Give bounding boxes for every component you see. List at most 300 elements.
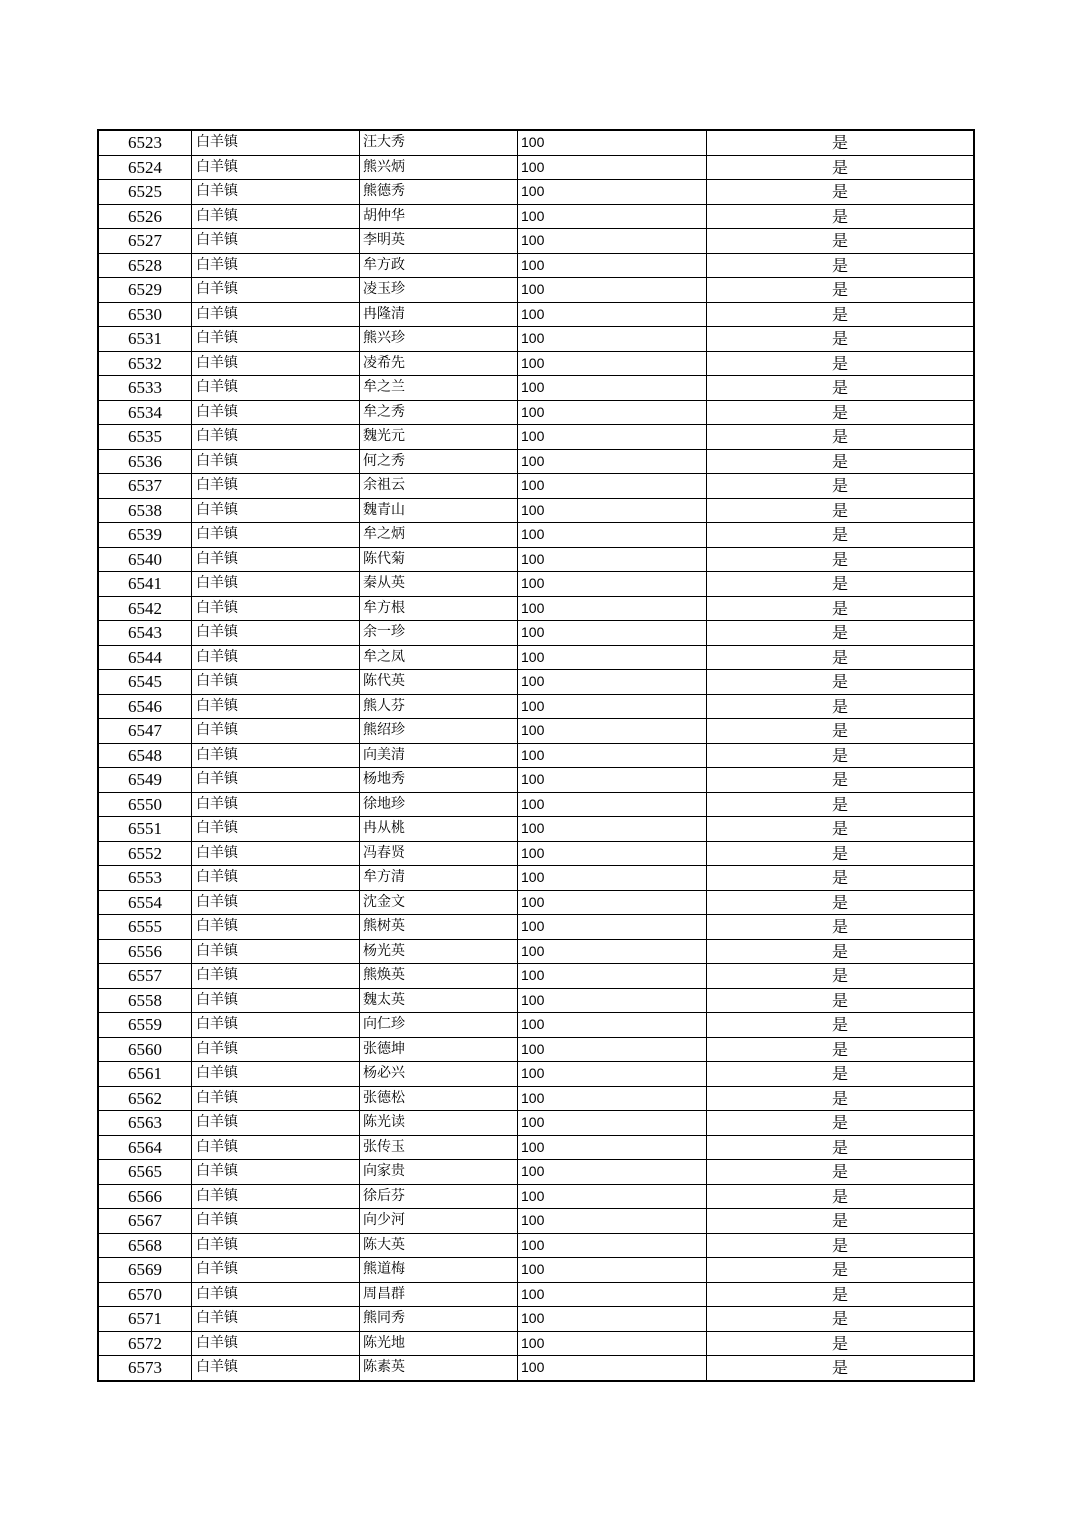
person-name-cell: 冉从桃 <box>360 817 518 842</box>
table-row <box>98 425 974 450</box>
amount-cell: 100 <box>518 621 707 646</box>
table-row <box>98 621 974 646</box>
person-name-cell: 余一珍 <box>360 621 518 646</box>
table-row <box>98 670 974 695</box>
table-row <box>98 645 974 670</box>
person-name-cell: 熊德秀 <box>360 180 518 205</box>
person-name-cell: 魏青山 <box>360 498 518 523</box>
row-number-cell: 6530 <box>98 302 192 327</box>
table-row <box>98 449 974 474</box>
flag-cell: 是 <box>707 547 975 572</box>
flag-cell: 是 <box>707 670 975 695</box>
town-cell: 白羊镇 <box>192 645 360 670</box>
town-cell: 白羊镇 <box>192 841 360 866</box>
row-number-cell: 6525 <box>98 180 192 205</box>
row-number-cell: 6549 <box>98 768 192 793</box>
person-name-cell: 余祖云 <box>360 474 518 499</box>
amount-cell: 100 <box>518 253 707 278</box>
amount-cell: 100 <box>518 376 707 401</box>
table-row <box>98 1013 974 1038</box>
row-number-cell: 6560 <box>98 1037 192 1062</box>
amount-cell: 100 <box>518 1258 707 1283</box>
table-row <box>98 964 974 989</box>
flag-cell: 是 <box>707 302 975 327</box>
town-cell: 白羊镇 <box>192 180 360 205</box>
person-name-cell: 凌玉珍 <box>360 278 518 303</box>
town-cell: 白羊镇 <box>192 1307 360 1332</box>
person-name-cell: 熊焕英 <box>360 964 518 989</box>
town-cell: 白羊镇 <box>192 792 360 817</box>
flag-cell: 是 <box>707 596 975 621</box>
table-row <box>98 400 974 425</box>
amount-cell: 100 <box>518 204 707 229</box>
person-name-cell: 何之秀 <box>360 449 518 474</box>
table-row <box>98 229 974 254</box>
table-row <box>98 547 974 572</box>
flag-cell: 是 <box>707 866 975 891</box>
row-number-cell: 6528 <box>98 253 192 278</box>
row-number-cell: 6527 <box>98 229 192 254</box>
person-name-cell: 冉隆清 <box>360 302 518 327</box>
flag-cell: 是 <box>707 1209 975 1234</box>
flag-cell: 是 <box>707 1258 975 1283</box>
table-row <box>98 1184 974 1209</box>
person-name-cell: 杨地秀 <box>360 768 518 793</box>
data-table <box>97 129 975 1382</box>
table-row <box>98 694 974 719</box>
amount-cell: 100 <box>518 1037 707 1062</box>
flag-cell: 是 <box>707 474 975 499</box>
town-cell: 白羊镇 <box>192 1160 360 1185</box>
table-row <box>98 817 974 842</box>
town-cell: 白羊镇 <box>192 572 360 597</box>
person-name-cell: 陈光读 <box>360 1111 518 1136</box>
amount-cell: 100 <box>518 351 707 376</box>
amount-cell: 100 <box>518 1086 707 1111</box>
amount-cell: 100 <box>518 1356 707 1381</box>
town-cell: 白羊镇 <box>192 400 360 425</box>
town-cell: 白羊镇 <box>192 253 360 278</box>
town-cell: 白羊镇 <box>192 866 360 891</box>
amount-cell: 100 <box>518 988 707 1013</box>
town-cell: 白羊镇 <box>192 278 360 303</box>
town-cell: 白羊镇 <box>192 351 360 376</box>
amount-cell: 100 <box>518 1307 707 1332</box>
person-name-cell: 沈金文 <box>360 890 518 915</box>
person-name-cell: 张德松 <box>360 1086 518 1111</box>
town-cell: 白羊镇 <box>192 523 360 548</box>
amount-cell: 100 <box>518 915 707 940</box>
flag-cell: 是 <box>707 1135 975 1160</box>
row-number-cell: 6532 <box>98 351 192 376</box>
amount-cell: 100 <box>518 425 707 450</box>
row-number-cell: 6534 <box>98 400 192 425</box>
amount-cell: 100 <box>518 1233 707 1258</box>
row-number-cell: 6551 <box>98 817 192 842</box>
town-cell: 白羊镇 <box>192 229 360 254</box>
person-name-cell: 陈光地 <box>360 1331 518 1356</box>
person-name-cell: 张德坤 <box>360 1037 518 1062</box>
flag-cell: 是 <box>707 278 975 303</box>
amount-cell: 100 <box>518 180 707 205</box>
person-name-cell: 牟方政 <box>360 253 518 278</box>
table-row <box>98 204 974 229</box>
person-name-cell: 冯春贤 <box>360 841 518 866</box>
table-row <box>98 253 974 278</box>
table-row <box>98 302 974 327</box>
row-number-cell: 6544 <box>98 645 192 670</box>
table-row <box>98 155 974 180</box>
row-number-cell: 6564 <box>98 1135 192 1160</box>
table-row <box>98 498 974 523</box>
amount-cell: 100 <box>518 547 707 572</box>
row-number-cell: 6568 <box>98 1233 192 1258</box>
person-name-cell: 杨光英 <box>360 939 518 964</box>
town-cell: 白羊镇 <box>192 1013 360 1038</box>
flag-cell: 是 <box>707 621 975 646</box>
flag-cell: 是 <box>707 1037 975 1062</box>
amount-cell: 100 <box>518 694 707 719</box>
amount-cell: 100 <box>518 1282 707 1307</box>
row-number-cell: 6553 <box>98 866 192 891</box>
flag-cell: 是 <box>707 400 975 425</box>
amount-cell: 100 <box>518 572 707 597</box>
flag-cell: 是 <box>707 1086 975 1111</box>
person-name-cell: 熊同秀 <box>360 1307 518 1332</box>
row-number-cell: 6540 <box>98 547 192 572</box>
flag-cell: 是 <box>707 425 975 450</box>
amount-cell: 100 <box>518 523 707 548</box>
table-row <box>98 1233 974 1258</box>
flag-cell: 是 <box>707 694 975 719</box>
person-name-cell: 向美清 <box>360 743 518 768</box>
row-number-cell: 6557 <box>98 964 192 989</box>
row-number-cell: 6552 <box>98 841 192 866</box>
town-cell: 白羊镇 <box>192 498 360 523</box>
person-name-cell: 魏光元 <box>360 425 518 450</box>
row-number-cell: 6546 <box>98 694 192 719</box>
table-body <box>98 130 974 1381</box>
table-row <box>98 719 974 744</box>
town-cell: 白羊镇 <box>192 939 360 964</box>
row-number-cell: 6555 <box>98 915 192 940</box>
amount-cell: 100 <box>518 327 707 352</box>
table-row <box>98 1258 974 1283</box>
flag-cell: 是 <box>707 1356 975 1381</box>
amount-cell: 100 <box>518 1331 707 1356</box>
amount-cell: 100 <box>518 302 707 327</box>
row-number-cell: 6537 <box>98 474 192 499</box>
table-row <box>98 376 974 401</box>
flag-cell: 是 <box>707 229 975 254</box>
town-cell: 白羊镇 <box>192 204 360 229</box>
row-number-cell: 6526 <box>98 204 192 229</box>
person-name-cell: 向少河 <box>360 1209 518 1234</box>
person-name-cell: 杨必兴 <box>360 1062 518 1087</box>
town-cell: 白羊镇 <box>192 1135 360 1160</box>
table-row <box>98 351 974 376</box>
person-name-cell: 熊绍珍 <box>360 719 518 744</box>
flag-cell: 是 <box>707 1160 975 1185</box>
person-name-cell: 陈代菊 <box>360 547 518 572</box>
amount-cell: 100 <box>518 890 707 915</box>
town-cell: 白羊镇 <box>192 547 360 572</box>
town-cell: 白羊镇 <box>192 327 360 352</box>
person-name-cell: 牟方清 <box>360 866 518 891</box>
town-cell: 白羊镇 <box>192 1086 360 1111</box>
town-cell: 白羊镇 <box>192 1282 360 1307</box>
amount-cell: 100 <box>518 866 707 891</box>
amount-cell: 100 <box>518 1135 707 1160</box>
table-row <box>98 743 974 768</box>
town-cell: 白羊镇 <box>192 964 360 989</box>
table-row <box>98 1062 974 1087</box>
flag-cell: 是 <box>707 964 975 989</box>
flag-cell: 是 <box>707 253 975 278</box>
amount-cell: 100 <box>518 719 707 744</box>
amount-cell: 100 <box>518 1111 707 1136</box>
amount-cell: 100 <box>518 1184 707 1209</box>
table-row <box>98 841 974 866</box>
town-cell: 白羊镇 <box>192 376 360 401</box>
amount-cell: 100 <box>518 792 707 817</box>
amount-cell: 100 <box>518 155 707 180</box>
flag-cell: 是 <box>707 1331 975 1356</box>
flag-cell: 是 <box>707 719 975 744</box>
flag-cell: 是 <box>707 1013 975 1038</box>
row-number-cell: 6570 <box>98 1282 192 1307</box>
amount-cell: 100 <box>518 278 707 303</box>
row-number-cell: 6536 <box>98 449 192 474</box>
row-number-cell: 6535 <box>98 425 192 450</box>
table-row <box>98 792 974 817</box>
amount-cell: 100 <box>518 596 707 621</box>
row-number-cell: 6543 <box>98 621 192 646</box>
row-number-cell: 6547 <box>98 719 192 744</box>
row-number-cell: 6566 <box>98 1184 192 1209</box>
amount-cell: 100 <box>518 743 707 768</box>
table-row <box>98 1331 974 1356</box>
amount-cell: 100 <box>518 939 707 964</box>
table-row <box>98 768 974 793</box>
flag-cell: 是 <box>707 351 975 376</box>
person-name-cell: 张传玉 <box>360 1135 518 1160</box>
flag-cell: 是 <box>707 743 975 768</box>
flag-cell: 是 <box>707 841 975 866</box>
amount-cell: 100 <box>518 449 707 474</box>
flag-cell: 是 <box>707 1111 975 1136</box>
person-name-cell: 徐后芬 <box>360 1184 518 1209</box>
row-number-cell: 6567 <box>98 1209 192 1234</box>
row-number-cell: 6563 <box>98 1111 192 1136</box>
flag-cell: 是 <box>707 645 975 670</box>
row-number-cell: 6572 <box>98 1331 192 1356</box>
person-name-cell: 熊兴珍 <box>360 327 518 352</box>
row-number-cell: 6554 <box>98 890 192 915</box>
row-number-cell: 6542 <box>98 596 192 621</box>
row-number-cell: 6556 <box>98 939 192 964</box>
flag-cell: 是 <box>707 130 975 155</box>
town-cell: 白羊镇 <box>192 1356 360 1381</box>
person-name-cell: 徐地珍 <box>360 792 518 817</box>
table-row <box>98 130 974 155</box>
person-name-cell: 陈代英 <box>360 670 518 695</box>
row-number-cell: 6558 <box>98 988 192 1013</box>
table-row <box>98 1086 974 1111</box>
amount-cell: 100 <box>518 1209 707 1234</box>
amount-cell: 100 <box>518 964 707 989</box>
row-number-cell: 6569 <box>98 1258 192 1283</box>
flag-cell: 是 <box>707 1233 975 1258</box>
amount-cell: 100 <box>518 498 707 523</box>
row-number-cell: 6541 <box>98 572 192 597</box>
town-cell: 白羊镇 <box>192 449 360 474</box>
row-number-cell: 6548 <box>98 743 192 768</box>
person-name-cell: 向家贵 <box>360 1160 518 1185</box>
person-name-cell: 李明英 <box>360 229 518 254</box>
person-name-cell: 汪大秀 <box>360 130 518 155</box>
town-cell: 白羊镇 <box>192 890 360 915</box>
flag-cell: 是 <box>707 376 975 401</box>
town-cell: 白羊镇 <box>192 130 360 155</box>
person-name-cell: 牟之秀 <box>360 400 518 425</box>
person-name-cell: 牟之炳 <box>360 523 518 548</box>
flag-cell: 是 <box>707 498 975 523</box>
amount-cell: 100 <box>518 1160 707 1185</box>
town-cell: 白羊镇 <box>192 915 360 940</box>
person-name-cell: 牟之兰 <box>360 376 518 401</box>
flag-cell: 是 <box>707 988 975 1013</box>
table-row <box>98 1135 974 1160</box>
amount-cell: 100 <box>518 670 707 695</box>
table-row <box>98 278 974 303</box>
table-row <box>98 1160 974 1185</box>
table-row <box>98 1037 974 1062</box>
flag-cell: 是 <box>707 449 975 474</box>
town-cell: 白羊镇 <box>192 694 360 719</box>
table-row <box>98 327 974 352</box>
flag-cell: 是 <box>707 204 975 229</box>
amount-cell: 100 <box>518 817 707 842</box>
flag-cell: 是 <box>707 180 975 205</box>
row-number-cell: 6524 <box>98 155 192 180</box>
town-cell: 白羊镇 <box>192 596 360 621</box>
table-row <box>98 988 974 1013</box>
table-row <box>98 915 974 940</box>
person-name-cell: 牟方根 <box>360 596 518 621</box>
town-cell: 白羊镇 <box>192 1037 360 1062</box>
person-name-cell: 陈素英 <box>360 1356 518 1381</box>
person-name-cell: 熊树英 <box>360 915 518 940</box>
table-row <box>98 1356 974 1381</box>
town-cell: 白羊镇 <box>192 1209 360 1234</box>
row-number-cell: 6545 <box>98 670 192 695</box>
table-row <box>98 1282 974 1307</box>
person-name-cell: 陈大英 <box>360 1233 518 1258</box>
town-cell: 白羊镇 <box>192 1331 360 1356</box>
person-name-cell: 熊兴炳 <box>360 155 518 180</box>
town-cell: 白羊镇 <box>192 670 360 695</box>
flag-cell: 是 <box>707 1282 975 1307</box>
row-number-cell: 6539 <box>98 523 192 548</box>
town-cell: 白羊镇 <box>192 1233 360 1258</box>
table-row <box>98 572 974 597</box>
town-cell: 白羊镇 <box>192 155 360 180</box>
table-row <box>98 866 974 891</box>
amount-cell: 100 <box>518 645 707 670</box>
person-name-cell: 魏太英 <box>360 988 518 1013</box>
table-row <box>98 180 974 205</box>
flag-cell: 是 <box>707 1307 975 1332</box>
flag-cell: 是 <box>707 1184 975 1209</box>
flag-cell: 是 <box>707 155 975 180</box>
flag-cell: 是 <box>707 915 975 940</box>
flag-cell: 是 <box>707 1062 975 1087</box>
person-name-cell: 周昌群 <box>360 1282 518 1307</box>
amount-cell: 100 <box>518 841 707 866</box>
row-number-cell: 6533 <box>98 376 192 401</box>
row-number-cell: 6573 <box>98 1356 192 1381</box>
table-row <box>98 474 974 499</box>
person-name-cell: 胡仲华 <box>360 204 518 229</box>
amount-cell: 100 <box>518 1013 707 1038</box>
row-number-cell: 6523 <box>98 130 192 155</box>
row-number-cell: 6559 <box>98 1013 192 1038</box>
amount-cell: 100 <box>518 1062 707 1087</box>
town-cell: 白羊镇 <box>192 1184 360 1209</box>
table-row <box>98 1111 974 1136</box>
row-number-cell: 6571 <box>98 1307 192 1332</box>
town-cell: 白羊镇 <box>192 474 360 499</box>
person-name-cell: 牟之凤 <box>360 645 518 670</box>
flag-cell: 是 <box>707 572 975 597</box>
town-cell: 白羊镇 <box>192 719 360 744</box>
flag-cell: 是 <box>707 792 975 817</box>
amount-cell: 100 <box>518 229 707 254</box>
row-number-cell: 6561 <box>98 1062 192 1087</box>
person-name-cell: 熊道梅 <box>360 1258 518 1283</box>
flag-cell: 是 <box>707 768 975 793</box>
row-number-cell: 6538 <box>98 498 192 523</box>
flag-cell: 是 <box>707 817 975 842</box>
amount-cell: 100 <box>518 768 707 793</box>
table-row <box>98 890 974 915</box>
person-name-cell: 熊人芬 <box>360 694 518 719</box>
amount-cell: 100 <box>518 474 707 499</box>
amount-cell: 100 <box>518 130 707 155</box>
table-row <box>98 523 974 548</box>
table-row <box>98 1307 974 1332</box>
town-cell: 白羊镇 <box>192 1258 360 1283</box>
town-cell: 白羊镇 <box>192 768 360 793</box>
amount-cell: 100 <box>518 400 707 425</box>
town-cell: 白羊镇 <box>192 743 360 768</box>
row-number-cell: 6531 <box>98 327 192 352</box>
table-row <box>98 939 974 964</box>
person-name-cell: 凌希先 <box>360 351 518 376</box>
row-number-cell: 6565 <box>98 1160 192 1185</box>
person-name-cell: 向仁珍 <box>360 1013 518 1038</box>
town-cell: 白羊镇 <box>192 1062 360 1087</box>
flag-cell: 是 <box>707 890 975 915</box>
table-row <box>98 1209 974 1234</box>
table-row <box>98 596 974 621</box>
town-cell: 白羊镇 <box>192 302 360 327</box>
town-cell: 白羊镇 <box>192 988 360 1013</box>
row-number-cell: 6529 <box>98 278 192 303</box>
town-cell: 白羊镇 <box>192 817 360 842</box>
person-name-cell: 秦从英 <box>360 572 518 597</box>
